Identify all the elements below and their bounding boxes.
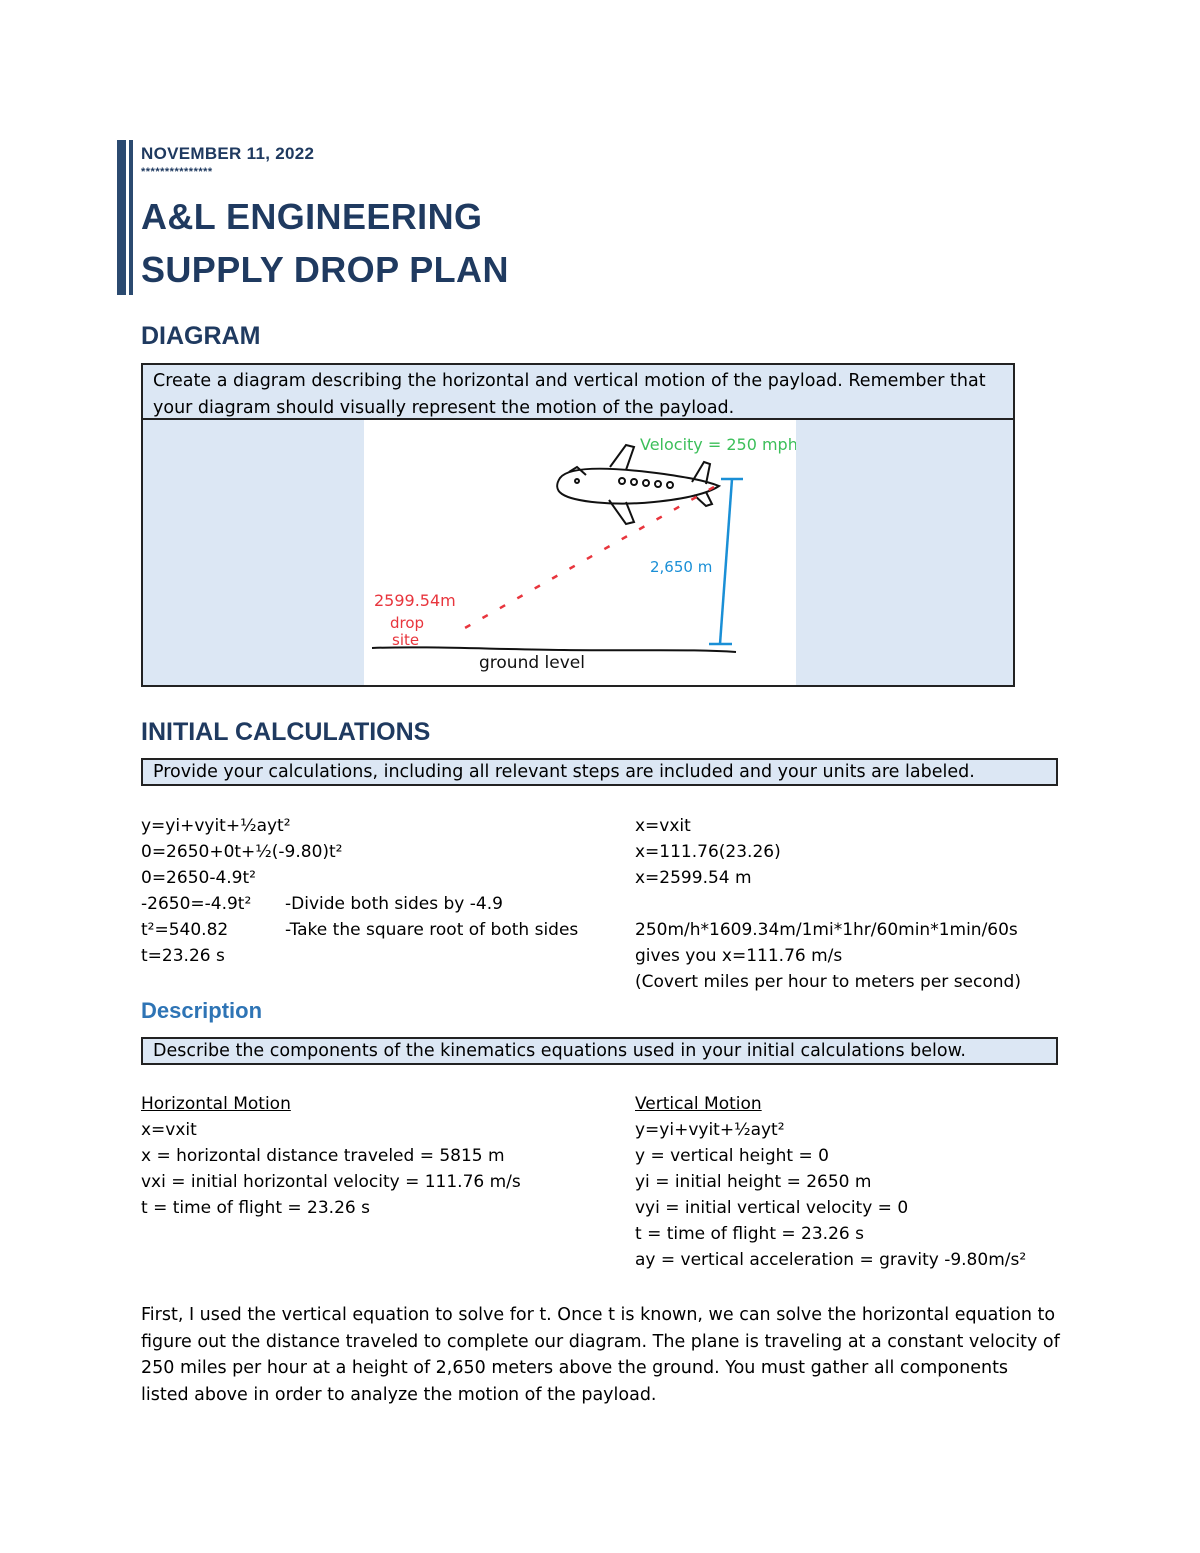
calc-vertical-step: 0=2650+0t+½(-9.80)t² — [141, 842, 343, 862]
date-underline-stars: *************** — [141, 166, 213, 178]
description-heading: Description — [141, 998, 263, 1023]
calc-vertical-step: -2650=-4.9t² — [141, 894, 252, 914]
calc-horizontal-step: 250m/h*1609.34m/1mi*1hr/60min*1min/60s — [635, 920, 1018, 940]
diagram-svg — [364, 420, 796, 685]
calc-horizontal-step: (Covert miles per hour to meters per second) — [635, 972, 1021, 992]
document-date: NOVEMBER 11, 2022 — [141, 144, 315, 163]
header-accent-bar — [117, 140, 126, 295]
ground-label: ground level — [479, 653, 585, 673]
diagram-heading: DIAGRAM — [141, 322, 261, 350]
vertical-motion-item: ay = vertical acceleration = gravity -9.80m/s² — [635, 1250, 1027, 1270]
diagram-box — [141, 363, 1015, 687]
vertical-motion-item: t = time of flight = 23.26 s — [635, 1224, 864, 1244]
diagram-prompt: Create a diagram describing the horizontal and vertical motion of the payload. Remember that your diagram should visually represent the motion of the payload. — [143, 365, 1013, 420]
document-title-line2: SUPPLY DROP PLAN — [141, 249, 509, 290]
summary-paragraph: First, I used the vertical equation to solve for t. Once t is known, we can solve the horizontal equation to figure out the distance traveled to complete our diagram. The plane is traveling at a constant velocity of 250 miles per hour at a height of 2,650 meters above the ground. You must gather all components listed above in order to analyze the motion of the payload. — [141, 1305, 1060, 1405]
distance-label: 2599.54m — [374, 591, 456, 610]
calculations-heading: INITIAL CALCULATIONS — [141, 718, 431, 746]
diagram-drawing — [364, 420, 796, 685]
horizontal-motion-item: t = time of flight = 23.26 s — [141, 1198, 370, 1218]
calc-horizontal-step: gives you x=111.76 m/s — [635, 946, 843, 966]
velocity-label: Velocity = 250 mph — [640, 435, 796, 454]
ground-line — [372, 647, 736, 652]
horizontal-motion-item: vxi = initial horizontal velocity = 111.76 m/s — [141, 1172, 521, 1192]
airplane-icon — [557, 445, 719, 524]
site-label: site — [392, 631, 420, 649]
vertical-motion-title: Vertical Motion — [635, 1094, 762, 1114]
horizontal-motion-item: x = horizontal distance traveled = 5815 m — [141, 1146, 505, 1166]
height-marker — [709, 479, 743, 644]
calc-vertical-note: -Take the square root of both sides — [285, 920, 579, 940]
description-prompt: Describe the components of the kinematics equations used in your initial calculations below. — [141, 1037, 1058, 1065]
calc-vertical-step: t=23.26 s — [141, 946, 225, 966]
vertical-motion-eq: y=yi+vyit+½ayt² — [635, 1120, 785, 1140]
document-title-line1: A&L ENGINEERING — [141, 196, 483, 237]
header-accent-bar-thin — [129, 140, 133, 295]
calc-vertical-eq: y=yi+vyit+½ayt² — [141, 816, 291, 836]
vertical-motion-item: y = vertical height = 0 — [635, 1146, 829, 1166]
calc-vertical-step: t²=540.82 — [141, 920, 229, 940]
drop-label: drop — [390, 614, 425, 632]
calculations-prompt: Provide your calculations, including all relevant steps are included and your units are labeled. — [141, 758, 1058, 786]
vertical-motion-item: yi = initial height = 2650 m — [635, 1172, 872, 1192]
calc-vertical-note: -Divide both sides by -4.9 — [285, 894, 503, 914]
calc-horizontal-step: x=2599.54 m — [635, 868, 752, 888]
horizontal-motion-eq: x=vxit — [141, 1120, 197, 1140]
calc-horizontal-eq: x=vxit — [635, 816, 691, 836]
calc-vertical-step: 0=2650-4.9t² — [141, 868, 256, 888]
horizontal-motion-title: Horizontal Motion — [141, 1094, 291, 1114]
calc-horizontal-step: x=111.76(23.26) — [635, 842, 781, 862]
vertical-motion-item: vyi = initial vertical velocity = 0 — [635, 1198, 909, 1218]
height-label: 2,650 m — [650, 558, 713, 576]
